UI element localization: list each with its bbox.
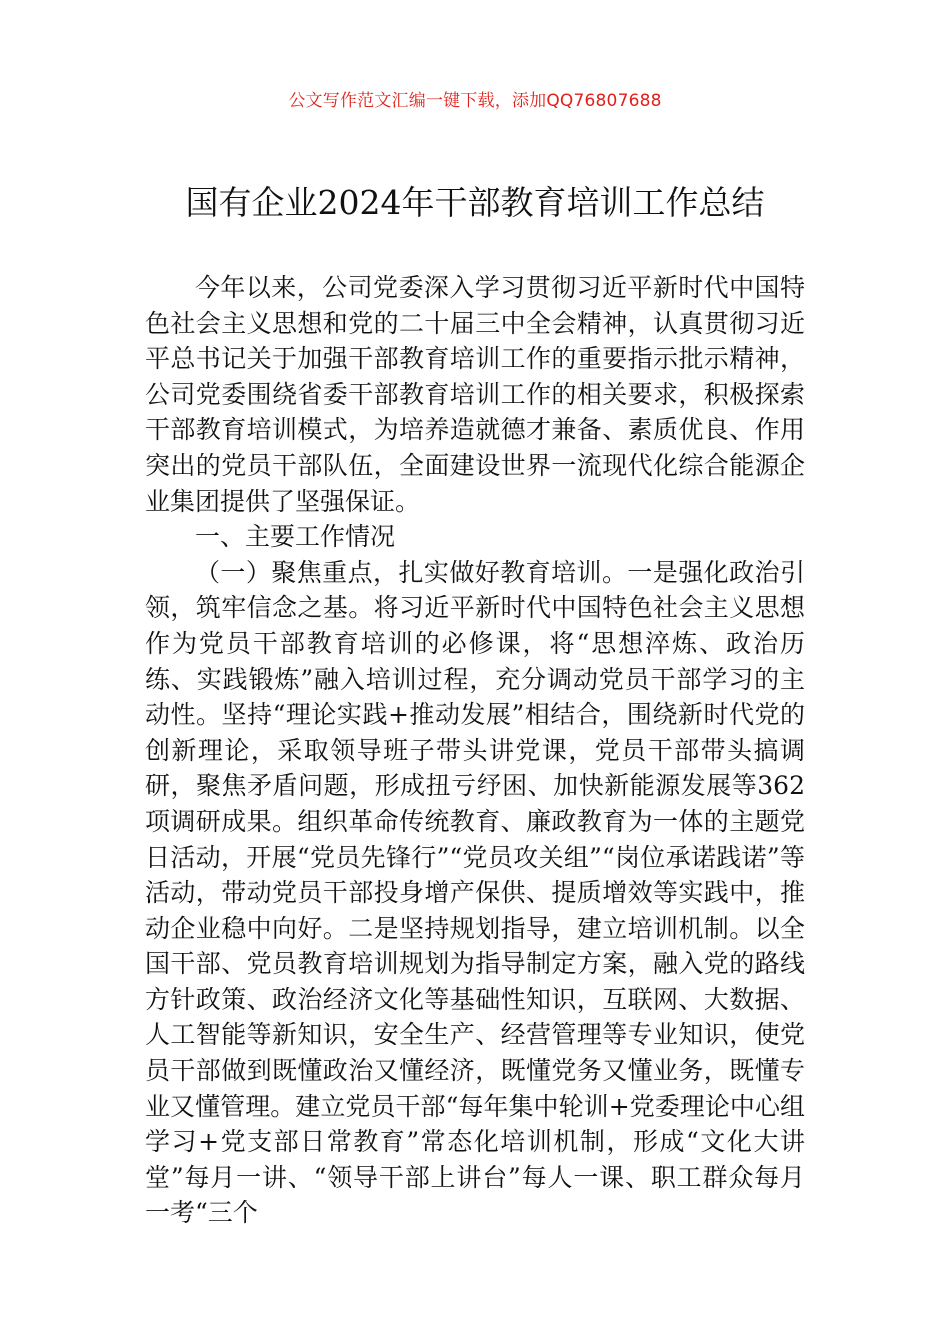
intro-paragraph: 今年以来，公司党委深入学习贯彻习近平新时代中国特色社会主义思想和党的二十届三中全会精神，认真贯彻习近平总书记关于加强干部教育培训工作的重要指示批示精神，公司党委围绕省委干部教育培训工作的相关要求，积极探索干部教育培训模式，为培养造就德才兼备、素质优良、作用突出的党员干部队伍，全面建设世界一流现代化综合能源企业集团提供了坚强保证。 (145, 273, 805, 516)
document-body (145, 270, 805, 1231)
banner-text: 公文写作范文汇编一键下载，添加QQ76807688 (288, 91, 662, 111)
section-heading: 一、主要工作情况 (195, 522, 396, 552)
download-banner (0, 86, 950, 111)
subsection-paragraph: （一）聚焦重点，扎实做好教育培训。一是强化政治引领，筑牢信念之基。将习近平新时代中国特色社会主义思想作为党员干部教育培训的必修课，将“思想淬炼、政治历练、实践锻炼”融入培训过程，充分调动党员干部学习的主动性。坚持“理论实践+推动发展”相结合，围绕新时代党的创新理论，采取领导班子带头讲党课，党员干部带头搞调研，聚焦矛盾问题，形成扭亏纾困、加快新能源发展等362项调研成果。组织革命传统教育、廉政教育为一体的主题党日活动，开展“党员先锋行”“党员攻关组”“岗位承诺践诺”等活动，带动党员干部投身增产保供、提质增效等实践中，推动企业稳中向好。二是坚持规划指导，建立培训机制。以全国干部、党员教育培训规划为指导制定方案，融入党的路线方针政策、政治经济文化等基础性知识，互联网、大数据、人工智能等新知识，安全生产、经营管理等专业知识，使党员干部做到既懂政治又懂经济，既懂党务又懂业务，既懂专业又懂管理。建立党员干部“每年集中轮训+党委理论中心组学习+党支部日常教育”常态化培训机制，形成“文化大讲堂”每月一讲、“领导干部上讲台”每人一课、职工群众每月一考“三个 (145, 557, 805, 1228)
document-title: 国有企业2024年干部教育培训工作总结 (185, 183, 765, 222)
